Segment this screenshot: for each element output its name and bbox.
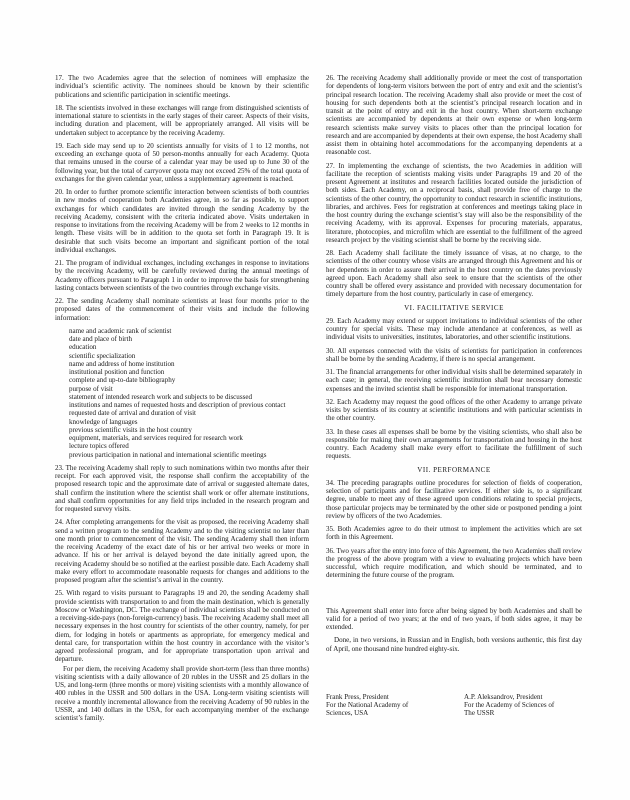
paragraph-per-diem: For per diem, the receiving Academy shall provide short-term (less than three months) visiting scientists with a daily allowance of 20 rubles in the USSR and 25 dollars in the US, and long-term (three months or more) visiting scientists with a monthly allowance of 400 rubles in the USSR and 500 dollars in the USA. Long-term visiting scientists will receive a monthly incremental allowance from the receiving Academy of 90 rubles in the USSR, and 140 dollars in the USA, for each accompanying member of the exchange scientist’s family. — [55, 664, 309, 722]
paragraph-34: 34. The preceding paragraphs outline procedures for selection of fields of cooperation, selection of participants and for facilitative services. If either side is, to a significant degree, unable to meet any of these agreed upon conditions relating to special projects, those particular projects may be terminated by the other side or postponed pending a joint review by officers of the two Academies. — [326, 478, 582, 520]
list-item: purpose of visit — [69, 384, 113, 393]
closing-done: Done, in two versions, in Russian and in English, both versions authentic, this first day of April, one thousand nine hundred eighty-six. — [326, 636, 582, 653]
list-item: scientific specialization — [69, 351, 136, 360]
list-item: equipment, materials, and services required for research work — [69, 434, 243, 442]
right-column — [326, 74, 582, 718]
paragraph-36: 36. Two years after the entry into force of this Agreement, the two Academies shall review the progress of the above program with a view to evaluating projects which have been successful, which require modification, and which should be terminated, and to determining the future course of the program. — [326, 546, 582, 580]
signatory-line: For the Academy of Sciences of — [464, 701, 555, 709]
section-heading-vi: VI. FACILITATIVE SERVICE — [404, 303, 504, 312]
paragraph-24: 24. After completing arrangements for the visit as proposed, the receiving Academy shall send a written program to the sending Academy and to the visiting scientist no later than one month prior to commencement of the visit. The sending Academy shall then inform the receiving Academy of the exact date of his or her arrival two weeks or more in advance. If his or her arrival is delayed beyond the date initially agreed upon, the receiving Academy should be so notified at the earliest possible date. Each Academy shall make every effort to accommodate reasonable requests for changes and additions to the proposed program after the scientist’s arrival in the country. — [55, 518, 310, 584]
list-item: previous participation in national and international scientific meetings — [69, 450, 267, 459]
closing-block — [326, 607, 582, 653]
signatory-line: The USSR — [464, 709, 495, 718]
paragraph-23: 23. The receiving Academy shall reply to such nominations within two months after their receipt. For each approved visit, the response shall confirm the acceptability of the proposed research topic and the approximate date of arrival or suggested alternate dates, shall confirm the institution where the scientist shall work or offer alternate institutions, and shall confirm opportunities for any field trips included in the research program and for requested survey visits. — [55, 463, 309, 513]
signatory-line: Sciences, USA — [326, 709, 369, 718]
paragraph-20: 20. In order to further promote scientific interaction between scientists of both countries in new modes of cooperation both Academies agree, in so far as possible, to support exchanges for which candidates are invited through the sending Academy by the receiving Academy, consistent with the criteria indicated above. Visits undertaken in response to invitations from the receiving Academy will be from 2 weeks to 12 months in length. These visits will be in addition to the quota set forth in Paragraph 19. It is desirable that such visits become an important and significant portion of the total individual exchanges. — [55, 188, 309, 254]
closing-validity: This Agreement shall enter into force after being signed by both Academies and shall be valid for a period of two years; at the end of two years, if both sides agree, it may be extended. — [326, 606, 582, 631]
paragraph-26: 26. The receiving Academy shall additionally provide or meet the cost of transportation for dependents of long-term visitors between the port of entry and exit and the scientist’s principal research location. The receiving Academy shall also provide or meet the cost of housing for such dependents both at the scientist’s principal research location and in transit at the point of entry and exit in the host country. When short-term exchange scientists are accompanied by dependents at their own expense or when long-term research scientists make survey visits to places other than the principal location for research and are accompanied by dependents at their own expense, the host Academy shall assist them in obtaining hotel accommodations for the accompanying dependents at a reasonable cost. — [326, 74, 582, 157]
list-item: institutional position and function — [69, 368, 165, 376]
paragraph-31: 31. The financial arrangements for other individual visits shall be determined separately in each case; in general, the receiving scientific institution shall bear necessary domestic expenses and the invited scientist shall be responsible for international transportation. — [326, 368, 582, 393]
paragraph-33: 33. In these cases all expenses shall be borne by the visiting scientists, who shall also be responsible for making their own arrangements for transportation and housing in the host country. Each Academy shall make every effort to facilitate the fulfillment of such requests. — [326, 427, 582, 461]
signatory-line: For the National Academy of — [326, 701, 409, 709]
list-item: name and academic rank of scientist — [69, 326, 172, 335]
list-item: requested date of arrival and duration of visit — [69, 409, 196, 418]
list-item: education — [69, 343, 97, 352]
signature-us — [326, 693, 444, 718]
nomination-info-list — [55, 327, 309, 459]
signatory-name: Frank Press, President — [326, 692, 389, 701]
paragraph-19: 19. Each side may send up to 20 scientists annually for visits of 1 to 12 months, not exceeding an exchange quota of 50 person-months annually for each Academy. Quota that remains unused in the course of a calendar year may be used up to June 30 of the following year, but the total of carryover quota may not exceed 25% of the total quota of exchanges for the given calendar year, unless a supplementary agreement is reached. — [55, 141, 309, 183]
list-item: name and address of home institution — [69, 359, 175, 368]
paragraph-30: 30. All expenses connected with the visits of scientists for participation in conferences shall be borne by the sending Academy, if there is no special arrangement. — [326, 346, 582, 363]
spacer — [326, 585, 582, 607]
paragraph-18: 18. The scientists involved in these exchanges will range from distinguished scientists of international stature to scientists in the early stages of their career. Aspects of their visits, including duration and placement, will be appropriately arranged. All visits will be undertaken subject to acceptance by the receiving Academy. — [55, 103, 309, 137]
left-column — [55, 74, 309, 727]
list-item: institutions and names of requested hosts and description of previous contact — [69, 401, 286, 409]
section-heading-vii: VII. PERFORMANCE — [417, 465, 491, 474]
list-item: complete and up-to-date bibliography — [69, 376, 176, 385]
paragraph-28: 28. Each Academy shall facilitate the timely issuance of visas, at no charge, to the scientists of the other country whose visits are arranged through this Agreement and his or her dependents in order to assure their arrival in the host country on the dates previously agreed upon. Each Academy shall also seek to ensure that the scientists of the other country shall be offered every assistance and provided with necessary documentation for timely departure from the host country, particularly in case of emergency. — [326, 249, 582, 299]
paragraph-29: 29. Each Academy may extend or support invitations to individual scientists of the other country for special visits. These may include attendance at conferences, as well as individual visits to universities, institutes, laboratories, and other scientific institutions. — [326, 316, 582, 342]
list-item: date and place of birth — [69, 335, 133, 343]
list-item: knowledge of languages — [69, 417, 138, 426]
paragraph-25: 25. With regard to visits pursuant to Paragraphs 19 and 20, the sending Academy shall provide scientists with transportation to and from the main destination, which is generally Moscow or Washington, DC. The exchange of individual scientists shall be conducted on a receiving-side-pays (non-foreign-currency) basis. The receiving Academy shall meet all necessary expenses in the host country for scientists of the other country, namely, for per diem, for lodging in hotels or apartments as appropriate, for emergency medical and dental care, for transportation within the host country in accordance with the visitor’s agreed professional program, and for appropriate transportation upon arrival and departure. — [55, 589, 309, 664]
signature-ussr — [464, 693, 582, 718]
list-item: previous scientific visits in the host country — [69, 425, 192, 434]
list-item: statement of intended research work and subjects to be discussed — [69, 392, 252, 401]
list-item: lecture topics offered — [69, 442, 129, 451]
paragraph-22: 22. The sending Academy shall nominate scientists at least four months prior to the proposed dates of the commencement of their visits and include the following information: — [55, 297, 309, 322]
paragraph-17: 17. The two Academies agree that the selection of nominees will emphasize the individual’s scientific activity. The nominees should be known by their scientific publications and scientific participation in scientific meetings. — [55, 74, 309, 99]
paragraph-27: 27. In implementing the exchange of scientists, the two Academies in addition will facilitate the reception of scientists making visits under Paragraphs 19 and 20 of the present Agreement at institutes and research facilities located outside the jurisdiction of both sides. Each Academy, on a reciprocal basis, shall provide free of charge to the scientists of the other country, the opportunity to conduct research in scientific institutions, libraries, and archives. Fees for registration at conferences and meetings taking place in the host country during the exchange scientist’s stay will also be the responsibility of the receiving Academy, with its approval. Expenses for procuring materials, apparatus, literature, photocopies, and microfilm which are essential to the fulfillment of the agreed research project by the visiting scientist shall be borne by the receiving side. — [326, 161, 582, 244]
paragraph-35: 35. Both Academies agree to do their utmost to implement the activities which are set forth in this Agreement. — [326, 525, 582, 542]
paragraph-32: 32. Each Academy may request the good offices of the other Academy to arrange private visits by scientists of its country at scientific institutions and with particular scientists in the other country. — [326, 397, 582, 423]
signature-block — [326, 693, 582, 718]
signatory-name: A.P. Aleksandrov, President — [464, 692, 543, 701]
paragraph-21: 21. The program of individual exchanges, including exchanges in response to invitations by the receiving Academy, will be carefully reviewed during the annual meetings of Academy officers pursuant to Paragraph 1 in order to improve the basis for strengthening lasting contacts between scientists of the two countries through exchange visits. — [55, 259, 309, 292]
